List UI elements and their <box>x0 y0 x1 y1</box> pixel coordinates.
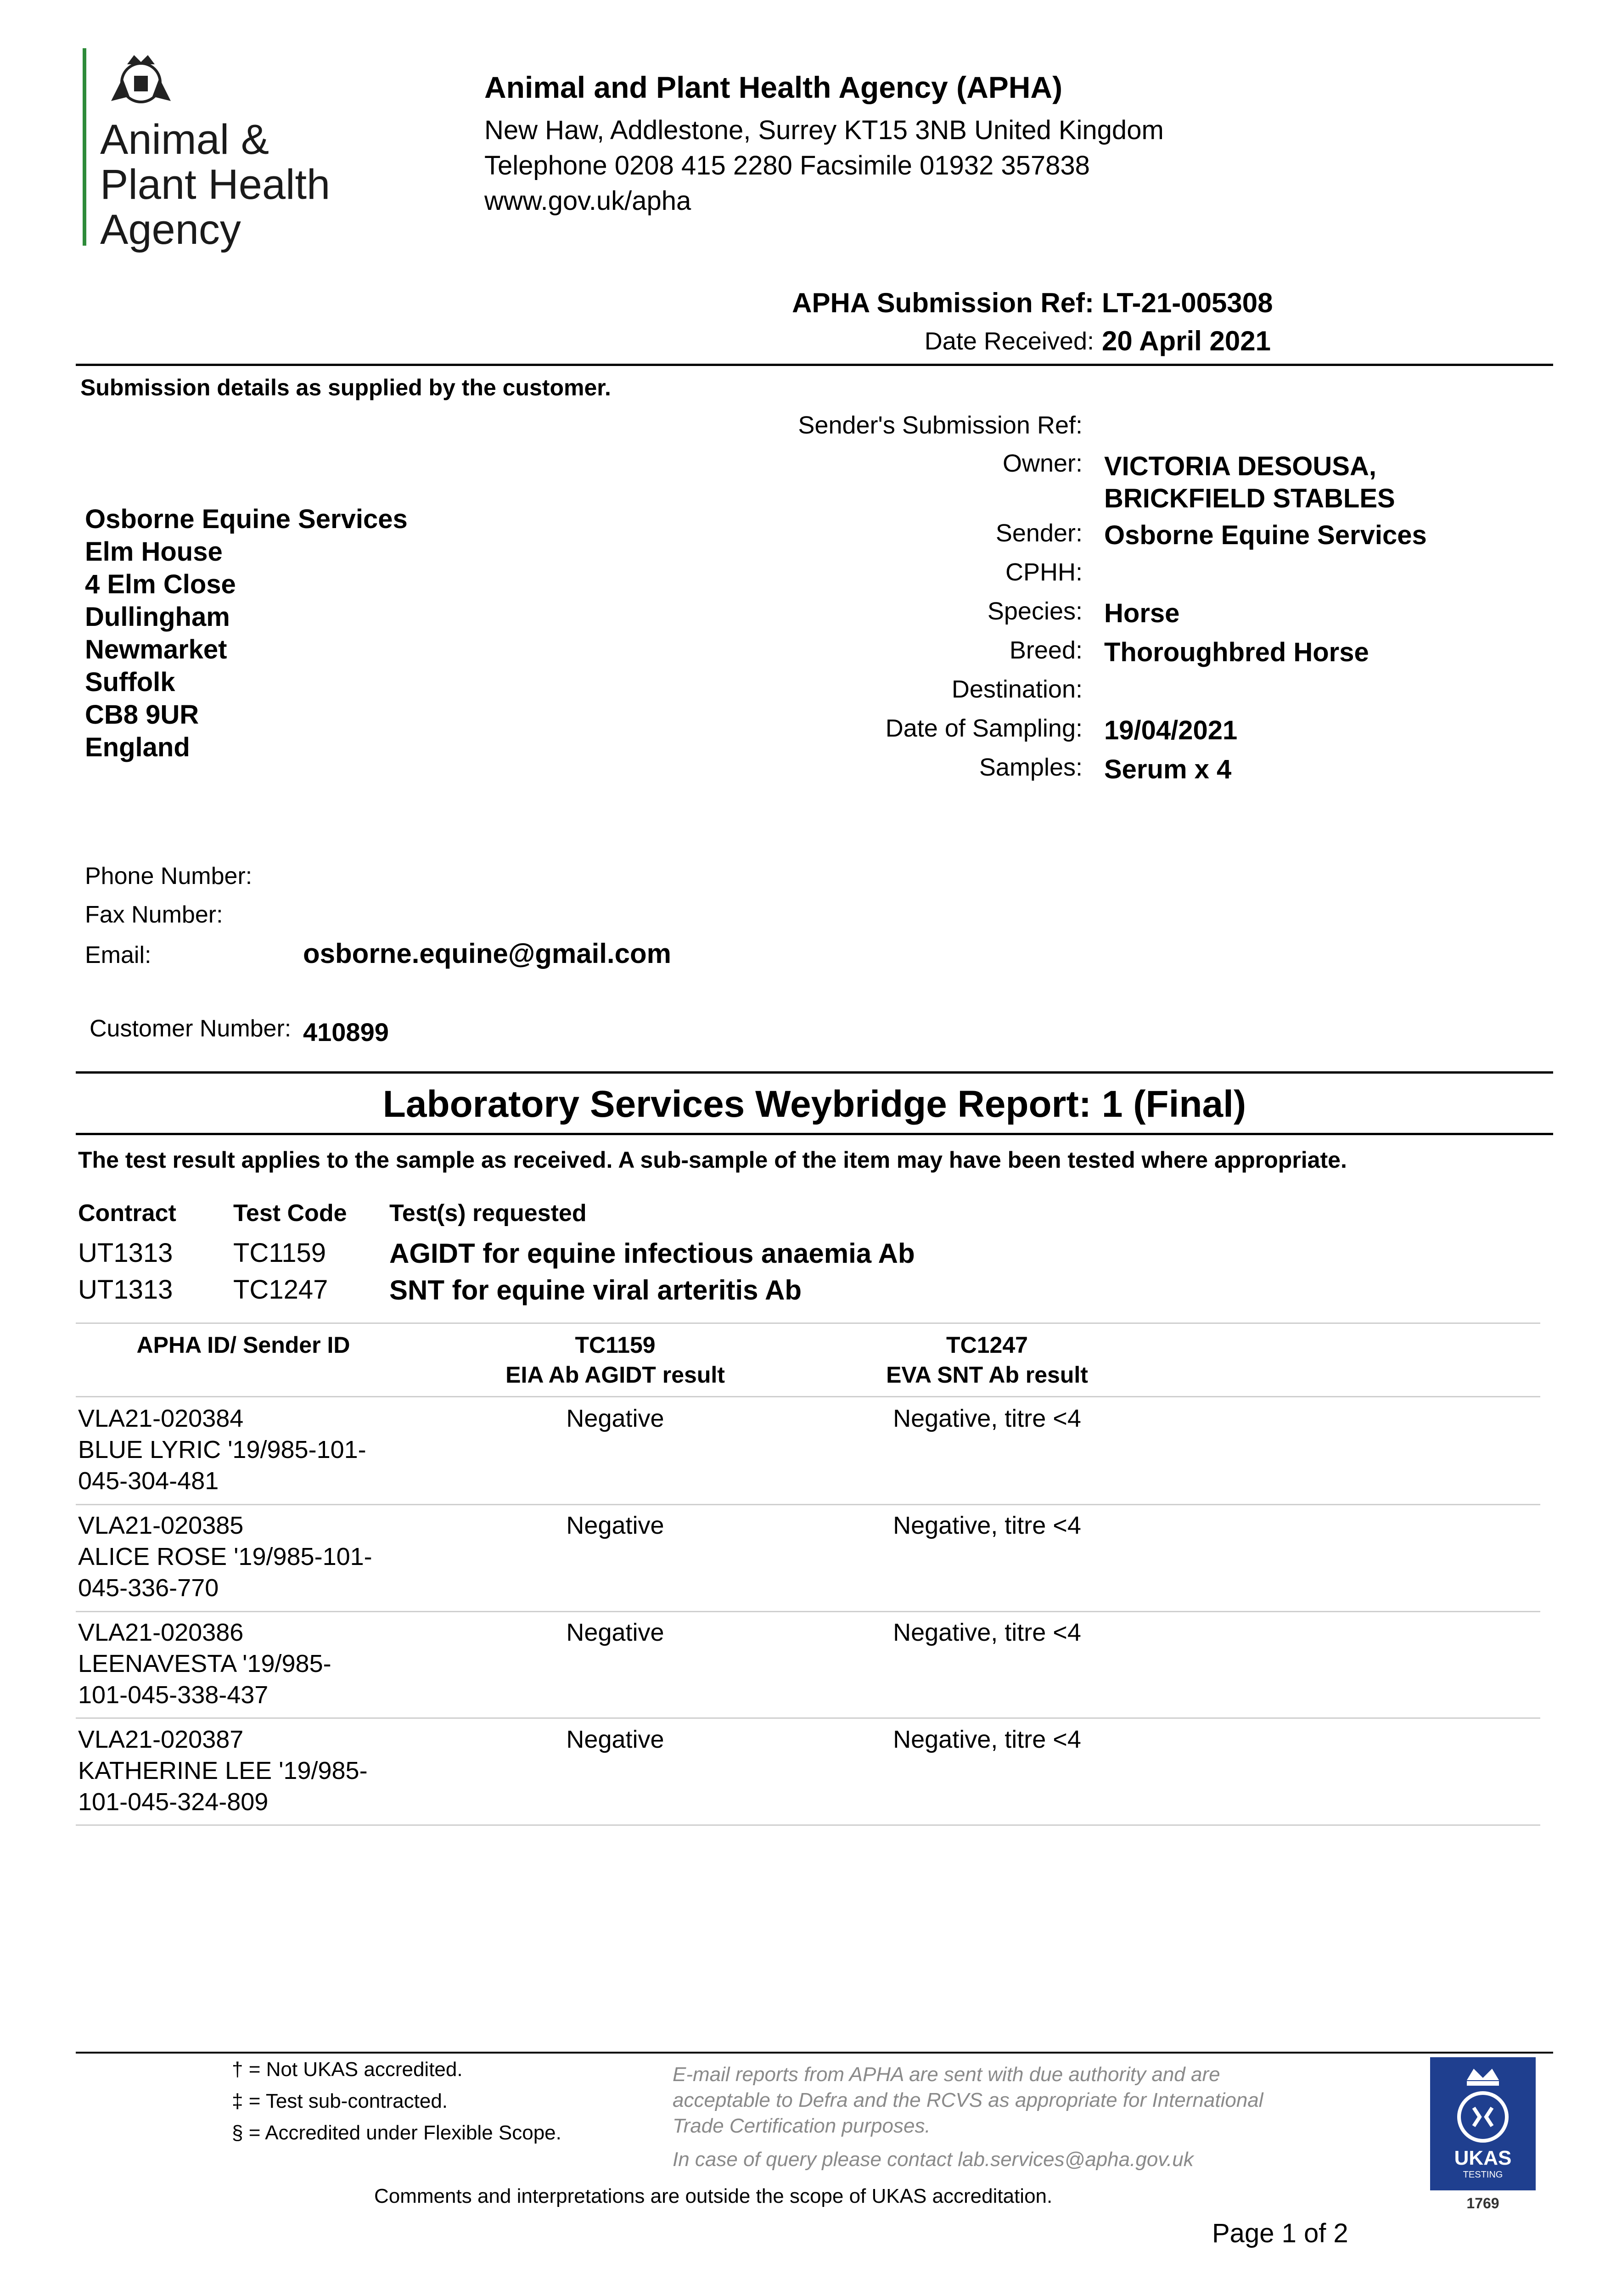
logo-bar <box>83 48 86 246</box>
test-name: SNT for equine viral arteritis Ab <box>389 1275 802 1306</box>
fax-label: Fax Number: <box>85 901 223 928</box>
eia-result: Negative <box>566 1512 664 1539</box>
results-header-rule <box>76 1396 1540 1397</box>
eva-result: Negative, titre <4 <box>893 1619 1081 1646</box>
address-line: Newmarket <box>85 635 227 664</box>
footer-query: In case of query please contact lab.services@apha.gov.uk <box>673 2148 1194 2171</box>
sample-id: VLA21-020385 <box>78 1512 244 1539</box>
sample-id: 101-045-324-809 <box>78 1788 269 1816</box>
sample-id: KATHERINE LEE '19/985- <box>78 1757 368 1784</box>
submission-heading: Submission details as supplied by the customer. <box>80 375 611 400</box>
destination-label: Destination: <box>951 675 1083 703</box>
sample-id: 045-304-481 <box>78 1467 219 1495</box>
test-code-header: Test Code <box>233 1200 347 1227</box>
sample-id: 101-045-338-437 <box>78 1681 269 1709</box>
eva-result: Negative, titre <4 <box>893 1726 1081 1753</box>
email-value[interactable]: osborne.equine@gmail.com <box>303 938 671 969</box>
contract-header: Contract <box>78 1200 176 1227</box>
species-label: Species: <box>987 597 1083 625</box>
footer-note-line: acceptable to Defra and the RCVS as appropriate for International <box>673 2089 1263 2111</box>
eva-result: Negative, titre <4 <box>893 1405 1081 1432</box>
sampling-date-value: 19/04/2021 <box>1104 715 1238 745</box>
results-top-rule <box>76 1322 1540 1324</box>
footer-rule <box>76 2052 1553 2054</box>
apha-id-header: APHA ID/ Sender ID <box>136 1332 350 1358</box>
submission-ref-value: LT-21-005308 <box>1102 287 1273 318</box>
logo-line-1: Animal & <box>100 116 269 163</box>
row-divider <box>76 1504 1540 1505</box>
sampling-date-label: Date of Sampling: <box>885 715 1083 742</box>
date-received-value: 20 April 2021 <box>1102 326 1271 356</box>
address-line: Osborne Equine Services <box>85 504 408 534</box>
owner-label: Owner: <box>1002 450 1083 477</box>
legend-item: † = Not UKAS accredited. <box>232 2058 463 2081</box>
report-bottom-rule <box>76 1133 1553 1135</box>
logo-line-2: Plant Health <box>100 161 331 208</box>
sample-id: VLA21-020387 <box>78 1726 244 1753</box>
row-divider <box>76 1717 1540 1719</box>
logo-line-3: Agency <box>100 206 241 253</box>
phone-label: Phone Number: <box>85 863 253 889</box>
sample-id: VLA21-020384 <box>78 1405 244 1432</box>
samples-value: Serum x 4 <box>1104 754 1232 784</box>
test-contract: UT1313 <box>78 1275 173 1305</box>
ukas-scope-note: Comments and interpretations are outside the scope of UKAS accreditation. <box>374 2185 1053 2207</box>
page-number: Page 1 of 2 <box>1212 2218 1348 2248</box>
sender-ref-label: Sender's Submission Ref: <box>798 411 1083 439</box>
header-divider <box>76 364 1553 366</box>
sample-id: VLA21-020386 <box>78 1619 244 1646</box>
eva-result: Negative, titre <4 <box>893 1512 1081 1539</box>
eia-code-header: TC1159 <box>575 1332 656 1358</box>
test-contract: UT1313 <box>78 1238 173 1268</box>
cphh-label: CPHH: <box>1005 558 1083 586</box>
row-divider <box>76 1824 1540 1826</box>
customer-number-value: 410899 <box>303 1018 389 1047</box>
ukas-sub: TESTING <box>1463 2170 1503 2180</box>
owner-value-1: VICTORIA DESOUSA, <box>1104 451 1376 481</box>
address-line: Dullingham <box>85 602 230 632</box>
species-value: Horse <box>1104 598 1180 628</box>
sender-value: Osborne Equine Services <box>1104 520 1427 550</box>
test-name: AGIDT for equine infectious anaemia Ab <box>389 1238 915 1269</box>
legend-item: ‡ = Test sub-contracted. <box>232 2090 448 2112</box>
ukas-label: UKAS <box>1454 2147 1512 2169</box>
address-line: Elm House <box>85 537 223 567</box>
sample-id: BLUE LYRIC '19/985-101- <box>78 1436 366 1463</box>
test-code: TC1159 <box>233 1238 326 1268</box>
address-line: England <box>85 732 190 762</box>
footer-note-line: E-mail reports from APHA are sent with due authority and are <box>673 2063 1220 2086</box>
report-disclaimer: The test result applies to the sample as received. A sub-sample of the item may have been tested where appropriate. <box>78 1147 1347 1173</box>
customer-number-label: Customer Number: <box>90 1015 292 1042</box>
ukas-badge <box>1430 2057 1536 2190</box>
legend-item: § = Accredited under Flexible Scope. <box>232 2122 561 2144</box>
footer-note-line: Trade Certification purposes. <box>673 2115 931 2137</box>
submission-ref-label: APHA Submission Ref: <box>792 287 1094 318</box>
breed-value: Thoroughbred Horse <box>1104 637 1369 667</box>
royal-crest-icon <box>102 46 180 110</box>
eia-result: Negative <box>566 1726 664 1753</box>
eia-name-header: EIA Ab AGIDT result <box>505 1362 725 1388</box>
samples-label: Samples: <box>979 754 1083 781</box>
owner-value-2: BRICKFIELD STABLES <box>1104 484 1395 513</box>
date-received-label: Date Received: <box>924 327 1094 355</box>
breed-label: Breed: <box>1009 636 1083 664</box>
ukas-number: 1769 <box>1466 2195 1499 2212</box>
tests-requested-header: Test(s) requested <box>389 1200 587 1227</box>
eva-name-header: EVA SNT Ab result <box>886 1362 1088 1388</box>
eia-result: Negative <box>566 1405 664 1432</box>
test-code: TC1247 <box>233 1275 328 1305</box>
sample-id: ALICE ROSE '19/985-101- <box>78 1543 372 1570</box>
ukas-crown-icon <box>1430 2057 1536 2149</box>
email-label: Email: <box>85 942 152 968</box>
address-line: Suffolk <box>85 667 175 697</box>
report-title: Laboratory Services Weybridge Report: 1 (Final) <box>382 1083 1246 1125</box>
eia-result: Negative <box>566 1619 664 1646</box>
sender-label: Sender: <box>995 519 1083 547</box>
sample-id: 045-336-770 <box>78 1574 219 1602</box>
eva-code-header: TC1247 <box>946 1332 1028 1358</box>
org-phone: Telephone 0208 415 2280 Facsimile 01932 357838 <box>484 151 1090 180</box>
sample-id: LEENAVESTA '19/985- <box>78 1650 331 1677</box>
address-line: 4 Elm Close <box>85 569 236 599</box>
address-line: CB8 9UR <box>85 700 199 730</box>
org-web: www.gov.uk/apha <box>484 186 691 216</box>
org-name: Animal and Plant Health Agency (APHA) <box>484 70 1063 104</box>
org-address: New Haw, Addlestone, Surrey KT15 3NB United Kingdom <box>484 115 1164 145</box>
report-top-rule <box>76 1071 1553 1074</box>
row-divider <box>76 1611 1540 1612</box>
